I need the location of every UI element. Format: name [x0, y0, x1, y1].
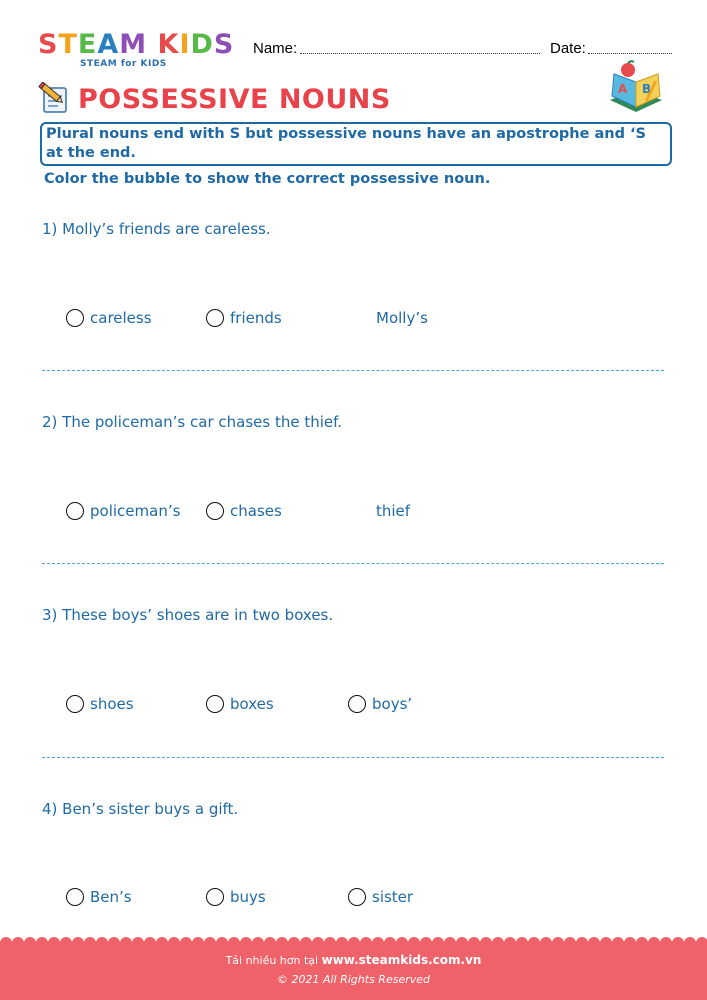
- logo-letter: E: [77, 29, 98, 60]
- name-label: Name:: [253, 40, 298, 57]
- bubble-radio[interactable]: [206, 695, 224, 713]
- footer-download-line: [0, 953, 707, 967]
- footer-download-text: Tải nhiều hơn tại: [225, 954, 319, 967]
- question-4: 4) Ben’s sister buys a gift.: [42, 800, 239, 818]
- option-label: buys: [230, 888, 266, 906]
- name-field[interactable]: [300, 53, 540, 54]
- bubble-radio[interactable]: [66, 502, 84, 520]
- pencil-paper-icon: [38, 82, 72, 116]
- logo-letter: S: [213, 29, 235, 60]
- q3-option-1[interactable]: [66, 695, 134, 713]
- logo-letter: T: [58, 29, 78, 60]
- logo-letter: M: [119, 29, 148, 60]
- q4-option-2[interactable]: [206, 888, 266, 906]
- abc-book-icon: [606, 60, 666, 116]
- logo-letter: [147, 30, 157, 60]
- logo-wordmark: [38, 30, 234, 60]
- bubble-radio[interactable]: [206, 502, 224, 520]
- footer-copyright: © 2021 All Rights Reserved: [276, 973, 430, 986]
- dashed-divider: [42, 757, 664, 758]
- page-title: POSSESSIVE NOUNS: [78, 84, 391, 115]
- steam-kids-logo: [38, 30, 234, 69]
- logo-letter: S: [38, 29, 59, 60]
- dashed-divider: [42, 563, 664, 564]
- scalloped-edge: [0, 935, 707, 949]
- option-label: careless: [90, 309, 152, 327]
- option-label: shoes: [90, 695, 134, 713]
- option-label: Ben’s: [90, 888, 132, 906]
- q4-option-3[interactable]: [348, 888, 413, 906]
- q4-option-1[interactable]: [66, 888, 132, 906]
- option-label: sister: [372, 888, 414, 906]
- logo-subtitle: STEAM for KIDS: [80, 59, 167, 69]
- rule-box: Plural nouns end with S but possessive nouns have an apostrophe and ‘S at the end.: [40, 122, 672, 166]
- q2-option-2[interactable]: [206, 502, 282, 520]
- q1-option-1[interactable]: [66, 309, 152, 327]
- option-label: boys’: [372, 695, 413, 713]
- bubble-radio[interactable]: [206, 888, 224, 906]
- q3-option-3[interactable]: [348, 695, 412, 713]
- bubble-radio[interactable]: [206, 309, 224, 327]
- logo-letter: I: [179, 29, 191, 60]
- option-label: Molly’s: [376, 309, 428, 327]
- bubble-radio[interactable]: [66, 888, 84, 906]
- q3-option-2[interactable]: [206, 695, 274, 713]
- svg-text:A: A: [618, 82, 628, 96]
- q1-option-2[interactable]: [206, 309, 282, 327]
- option-label: chases: [230, 502, 282, 520]
- option-label: thief: [376, 502, 411, 520]
- bubble-radio[interactable]: [348, 695, 366, 713]
- q2-option-1[interactable]: [66, 502, 180, 520]
- bubble-radio[interactable]: [66, 309, 84, 327]
- question-3: 3) These boys’ shoes are in two boxes.: [42, 606, 334, 624]
- q2-option-3[interactable]: [376, 502, 410, 520]
- date-field[interactable]: [588, 53, 672, 54]
- dashed-divider: [42, 370, 664, 371]
- logo-letter: A: [97, 29, 120, 60]
- footer: [0, 942, 707, 1000]
- logo-letter: K: [157, 29, 180, 60]
- question-2: 2) The policeman’s car chases the thief.: [42, 413, 343, 431]
- logo-letter: D: [190, 29, 214, 60]
- instruction-text: Color the bubble to show the correct possessive noun.: [44, 171, 491, 187]
- option-label: boxes: [230, 695, 274, 713]
- option-label: policeman’s: [90, 502, 181, 520]
- q1-option-3[interactable]: [376, 309, 428, 327]
- bubble-radio[interactable]: [66, 695, 84, 713]
- svg-text:B: B: [642, 82, 652, 96]
- footer-website-link[interactable]: www.steamkids.com.vn: [321, 953, 482, 967]
- question-1: 1) Molly’s friends are careless.: [42, 220, 271, 238]
- date-label: Date:: [550, 40, 586, 57]
- option-label: friends: [230, 309, 282, 327]
- bubble-radio[interactable]: [348, 888, 366, 906]
